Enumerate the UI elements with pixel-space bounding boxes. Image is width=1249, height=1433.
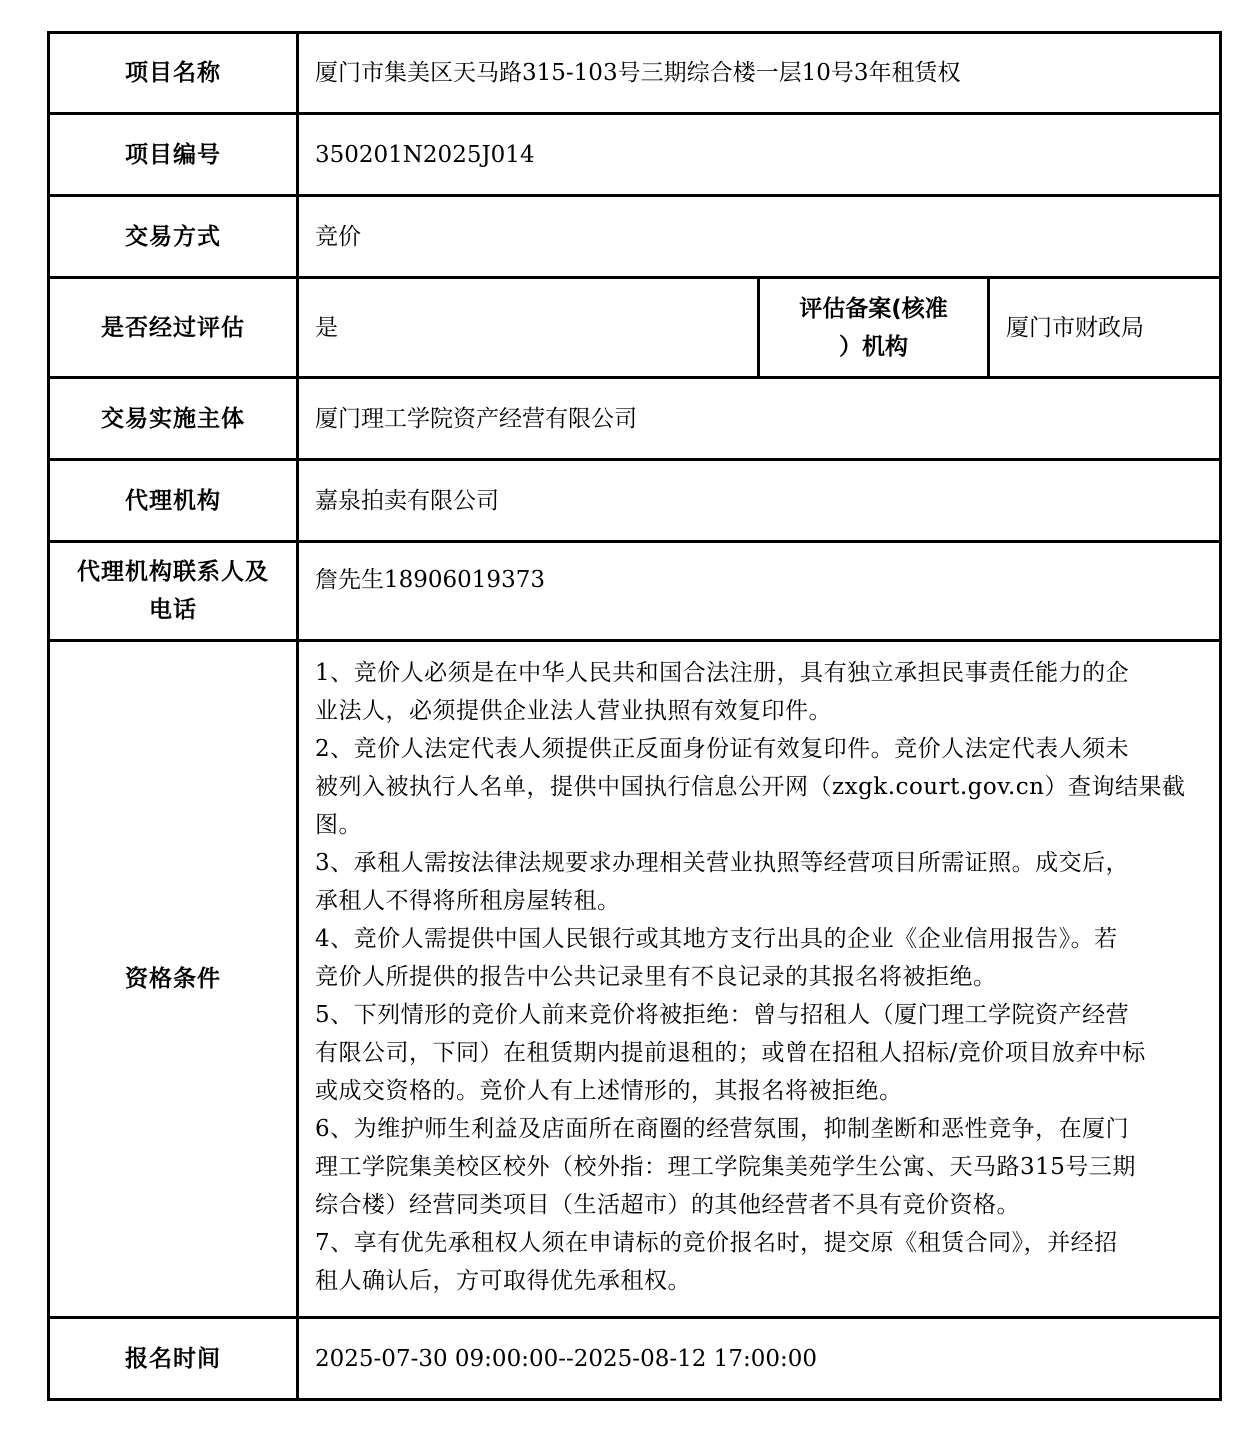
trade-method-label: 交易方式 <box>49 196 298 278</box>
qualification-line: 竞价人所提供的报告中公共记录里有不良记录的其报名将被拒绝。 <box>315 964 997 990</box>
trade-method-value: 竞价 <box>298 196 1221 278</box>
project-number-label: 项目编号 <box>49 114 298 196</box>
agency-contact-label-line2: 电话 <box>149 597 197 623</box>
qualification-line: 6、为维护师生利益及店面所在商圈的经营氛围，抑制垄断和恶性竞争，在厦门 <box>315 1116 1130 1142</box>
filing-agency-label <box>759 278 989 378</box>
filing-agency-label-line2: ）机构 <box>839 333 908 360</box>
row-agency-contact <box>49 542 1221 641</box>
row-agency <box>49 460 1221 542</box>
agency-contact-label-line1: 代理机构联系人及 <box>77 559 269 585</box>
qualification-line: 承租人不得将所租房屋转租。 <box>315 888 621 914</box>
qualification-line: 4、竞价人需提供中国人民银行或其地方支行出具的企业《企业信用报告》。若 <box>315 926 1118 952</box>
project-number-value: 350201N2025J014 <box>298 114 1221 196</box>
row-qualifications <box>49 641 1221 1318</box>
qualifications-value <box>298 641 1221 1318</box>
evaluated-value: 是 <box>298 278 759 378</box>
qualification-line: 或成交资格的。竞价人有上述情形的，其报名将被拒绝。 <box>315 1078 903 1104</box>
qualification-line: 理工学院集美校区校外（校外指：理工学院集美苑学生公寓、天马路315号三期 <box>315 1154 1136 1180</box>
implementer-value: 厦门理工学院资产经营有限公司 <box>298 378 1221 460</box>
qualification-line: 被列入被执行人名单，提供中国执行信息公开网（zxgk.court.gov.cn）查询结果截 <box>315 774 1186 800</box>
qualifications-label: 资格条件 <box>49 641 298 1318</box>
row-project-name <box>49 33 1221 114</box>
qualification-line: 租人确认后，方可取得优先承租权。 <box>315 1268 691 1294</box>
row-project-number <box>49 114 1221 196</box>
registration-time-label: 报名时间 <box>49 1318 298 1400</box>
row-trade-method <box>49 196 1221 278</box>
qualification-line: 综合楼）经营同类项目（生活超市）的其他经营者不具有竞价资格。 <box>315 1192 1020 1218</box>
filing-agency-label-line1: 评估备案(核准 <box>799 295 948 322</box>
qualification-line: 2、竞价人法定代表人须提供正反面身份证有效复印件。竞价人法定代表人须未 <box>315 736 1130 762</box>
implementer-label: 交易实施主体 <box>49 378 298 460</box>
row-registration-time <box>49 1318 1221 1400</box>
agency-value: 嘉泉拍卖有限公司 <box>298 460 1221 542</box>
agency-contact-label <box>49 542 298 641</box>
project-name-label: 项目名称 <box>49 33 298 114</box>
qualification-line: 5、下列情形的竞价人前来竞价将被拒绝：曾与招租人（厦门理工学院资产经营 <box>315 1002 1130 1028</box>
filing-agency-value: 厦门市财政局 <box>989 278 1221 378</box>
qualification-line: 3、承租人需按法律法规要求办理相关营业执照等经营项目所需证照。成交后， <box>315 850 1130 876</box>
evaluated-label: 是否经过评估 <box>49 278 298 378</box>
registration-time-value: 2025-07-30 09:00:00--2025-08-12 17:00:00 <box>298 1318 1221 1400</box>
project-info-table <box>47 31 1222 1401</box>
qualification-line: 有限公司，下同）在租赁期内提前退租的；或曾在招租人招标/竞价项目放弃中标 <box>315 1040 1146 1066</box>
qualification-line: 1、竞价人必须是在中华人民共和国合法注册，具有独立承担民事责任能力的企 <box>315 660 1130 686</box>
qualification-line: 7、享有优先承租权人须在申请标的竞价报名时，提交原《租赁合同》，并经招 <box>315 1230 1118 1256</box>
row-implementer <box>49 378 1221 460</box>
agency-label: 代理机构 <box>49 460 298 542</box>
qualification-line: 图。 <box>315 812 362 838</box>
qualification-line: 业法人，必须提供企业法人营业执照有效复印件。 <box>315 698 832 724</box>
agency-contact-value: 詹先生18906019373 <box>298 542 1221 641</box>
project-name-value: 厦门市集美区天马路315-103号三期综合楼一层10号3年租赁权 <box>298 33 1221 114</box>
row-evaluated <box>49 278 1221 378</box>
